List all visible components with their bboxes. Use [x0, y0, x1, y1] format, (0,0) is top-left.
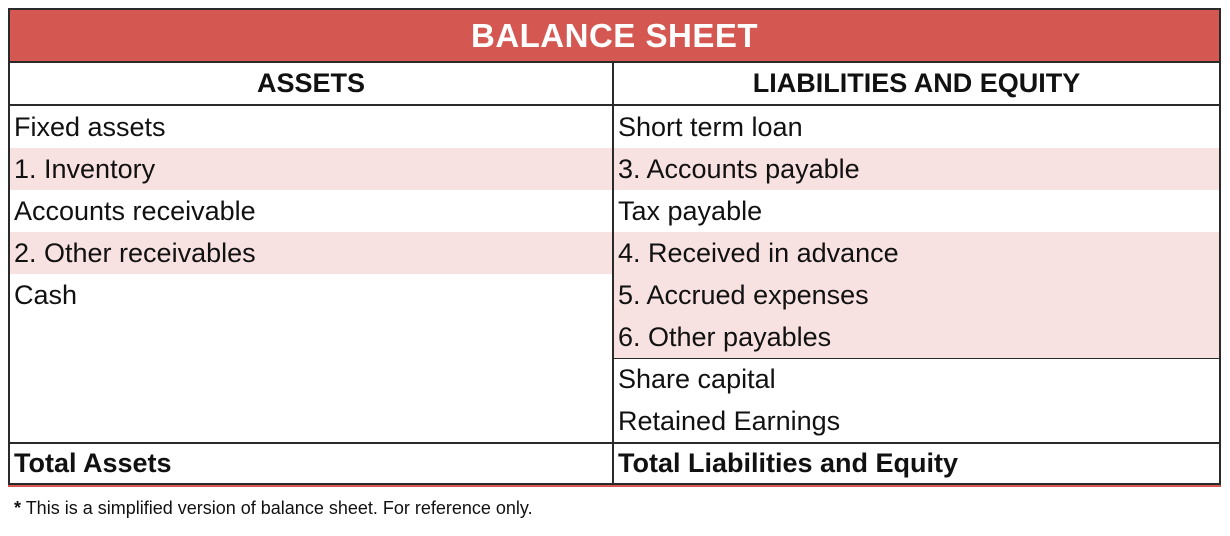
liabilities-row: Share capital — [614, 358, 1219, 400]
footnote — [14, 498, 533, 519]
liabilities-row: 6. Other payables — [614, 316, 1219, 358]
assets-row: Fixed assets — [14, 111, 166, 142]
liabilities-row: 3. Accounts payable — [614, 148, 1219, 190]
sheet-title: BALANCE SHEET — [10, 10, 1219, 63]
assets-row: Cash — [14, 279, 78, 310]
liabilities-row: Tax payable — [618, 195, 763, 226]
liabilities-row: 4. Received in advance — [614, 232, 1219, 274]
assets-row: 2. Other receivables — [10, 232, 612, 274]
liabilities-row: Retained Earnings — [618, 405, 841, 436]
total-assets-label: Total Assets — [10, 444, 614, 483]
totals-row — [10, 442, 1219, 483]
liabilities-header: LIABILITIES AND EQUITY — [614, 63, 1219, 106]
liabilities-column — [614, 106, 1219, 442]
footnote-text: This is a simplified version of balance sheet. For reference only. — [21, 498, 533, 518]
assets-row: Accounts receivable — [14, 195, 256, 226]
balance-sheet-table — [8, 8, 1221, 485]
assets-header: ASSETS — [10, 63, 614, 106]
total-liabilities-label: Total Liabilities and Equity — [618, 448, 959, 478]
footer-rule — [8, 485, 1221, 487]
assets-row: 1. Inventory — [10, 148, 612, 190]
assets-column — [10, 106, 614, 442]
liabilities-row: Short term loan — [618, 111, 803, 142]
liabilities-row: 5. Accrued expenses — [614, 274, 1219, 316]
footnote-marker: * — [14, 498, 22, 518]
